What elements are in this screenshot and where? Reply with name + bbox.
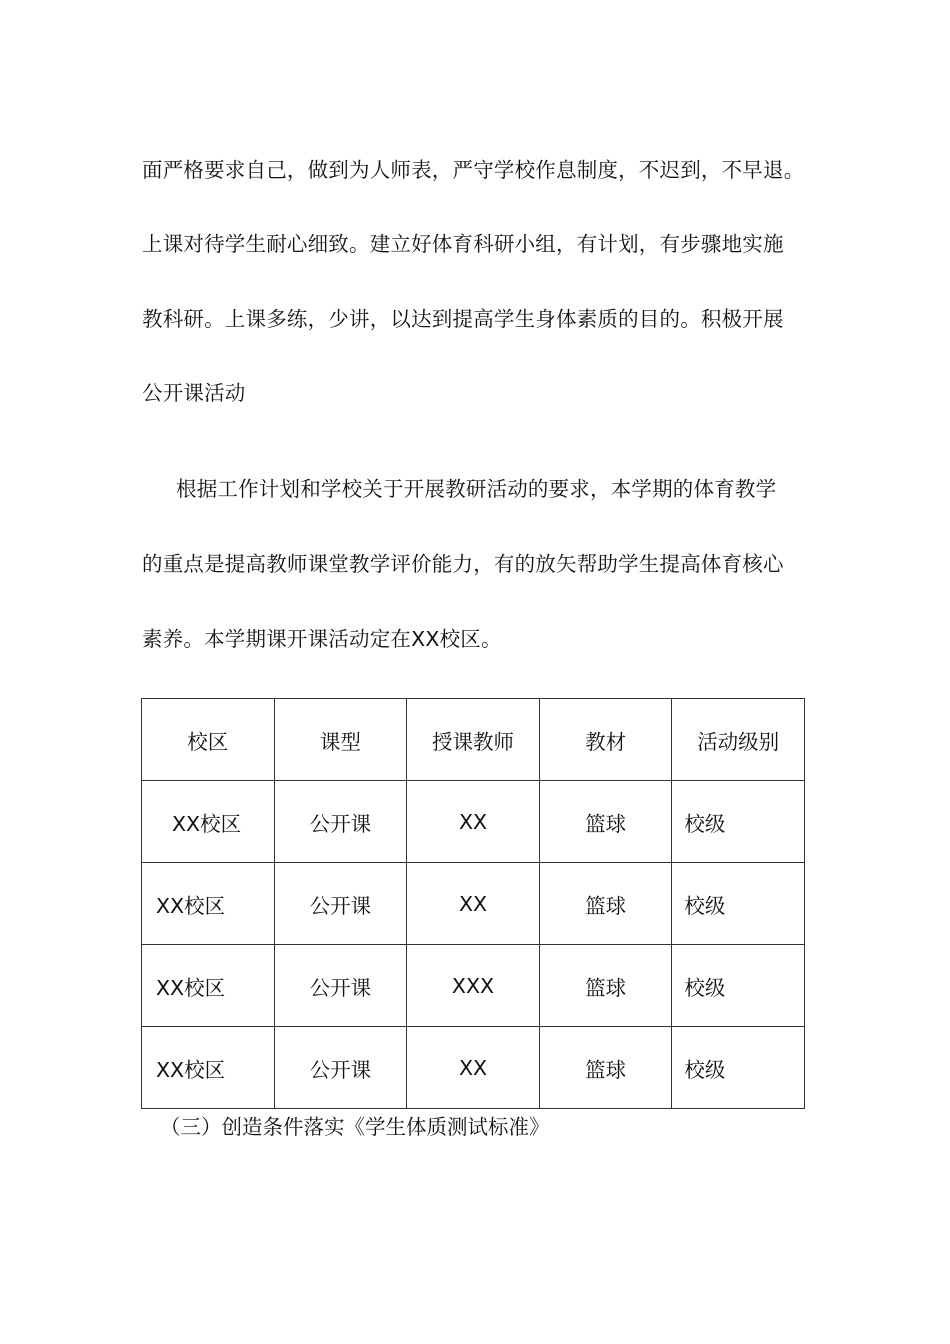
cell-lesson-type: 公开课 [274, 1027, 407, 1109]
table-row [142, 945, 805, 1027]
paragraph-line: 公开课活动 [142, 381, 246, 405]
cell-activity-level: 校级 [672, 863, 805, 945]
paragraph-line: 素养。本学期课开课活动定在XX校区。 [142, 627, 502, 651]
paragraph-line: 教科研。上课多练，少讲，以达到提高学生身体素质的目的。积极开展 [142, 307, 784, 331]
cell-material: 篮球 [539, 945, 672, 1027]
paragraph-line: 根据工作计划和学校关于开展教研活动的要求，本学期的体育教学 [176, 477, 777, 501]
cell-material: 篮球 [539, 1027, 672, 1109]
cell-teacher: XX [407, 781, 540, 863]
header-teacher: 授课教师 [407, 699, 540, 781]
cell-teacher: XX [407, 1027, 540, 1109]
table-row [142, 781, 805, 863]
cell-lesson-type: 公开课 [274, 781, 407, 863]
cell-teacher: XXX [407, 945, 540, 1027]
cell-lesson-type: 公开课 [274, 945, 407, 1027]
cell-campus: XX校区 [142, 863, 275, 945]
paragraph-line: 面严格要求自己，做到为人师表，严守学校作息制度，不迟到，不早退。 [142, 158, 805, 182]
paragraph-line: 的重点是提高教师课堂教学评价能力，有的放矢帮助学生提高体育核心 [142, 552, 784, 576]
table-row [142, 1027, 805, 1109]
cell-activity-level: 校级 [672, 945, 805, 1027]
activity-schedule-table [141, 698, 805, 1109]
header-material: 教材 [539, 699, 672, 781]
header-lesson-type: 课型 [274, 699, 407, 781]
cell-activity-level: 校级 [672, 1027, 805, 1109]
cell-material: 篮球 [539, 781, 672, 863]
header-activity-level: 活动级别 [672, 699, 805, 781]
cell-lesson-type: 公开课 [274, 863, 407, 945]
section-heading: （三）创造条件落实《学生体质测试标准》 [160, 1115, 550, 1139]
header-campus: 校区 [142, 699, 275, 781]
cell-campus: XX校区 [142, 945, 275, 1027]
cell-campus: XX校区 [142, 781, 275, 863]
cell-activity-level: 校级 [672, 781, 805, 863]
table-row [142, 863, 805, 945]
cell-campus: XX校区 [142, 1027, 275, 1109]
cell-teacher: XX [407, 863, 540, 945]
paragraph-line: 上课对待学生耐心细致。建立好体育科研小组，有计划，有步骤地实施 [142, 232, 784, 256]
cell-material: 篮球 [539, 863, 672, 945]
table-header-row [142, 699, 805, 781]
